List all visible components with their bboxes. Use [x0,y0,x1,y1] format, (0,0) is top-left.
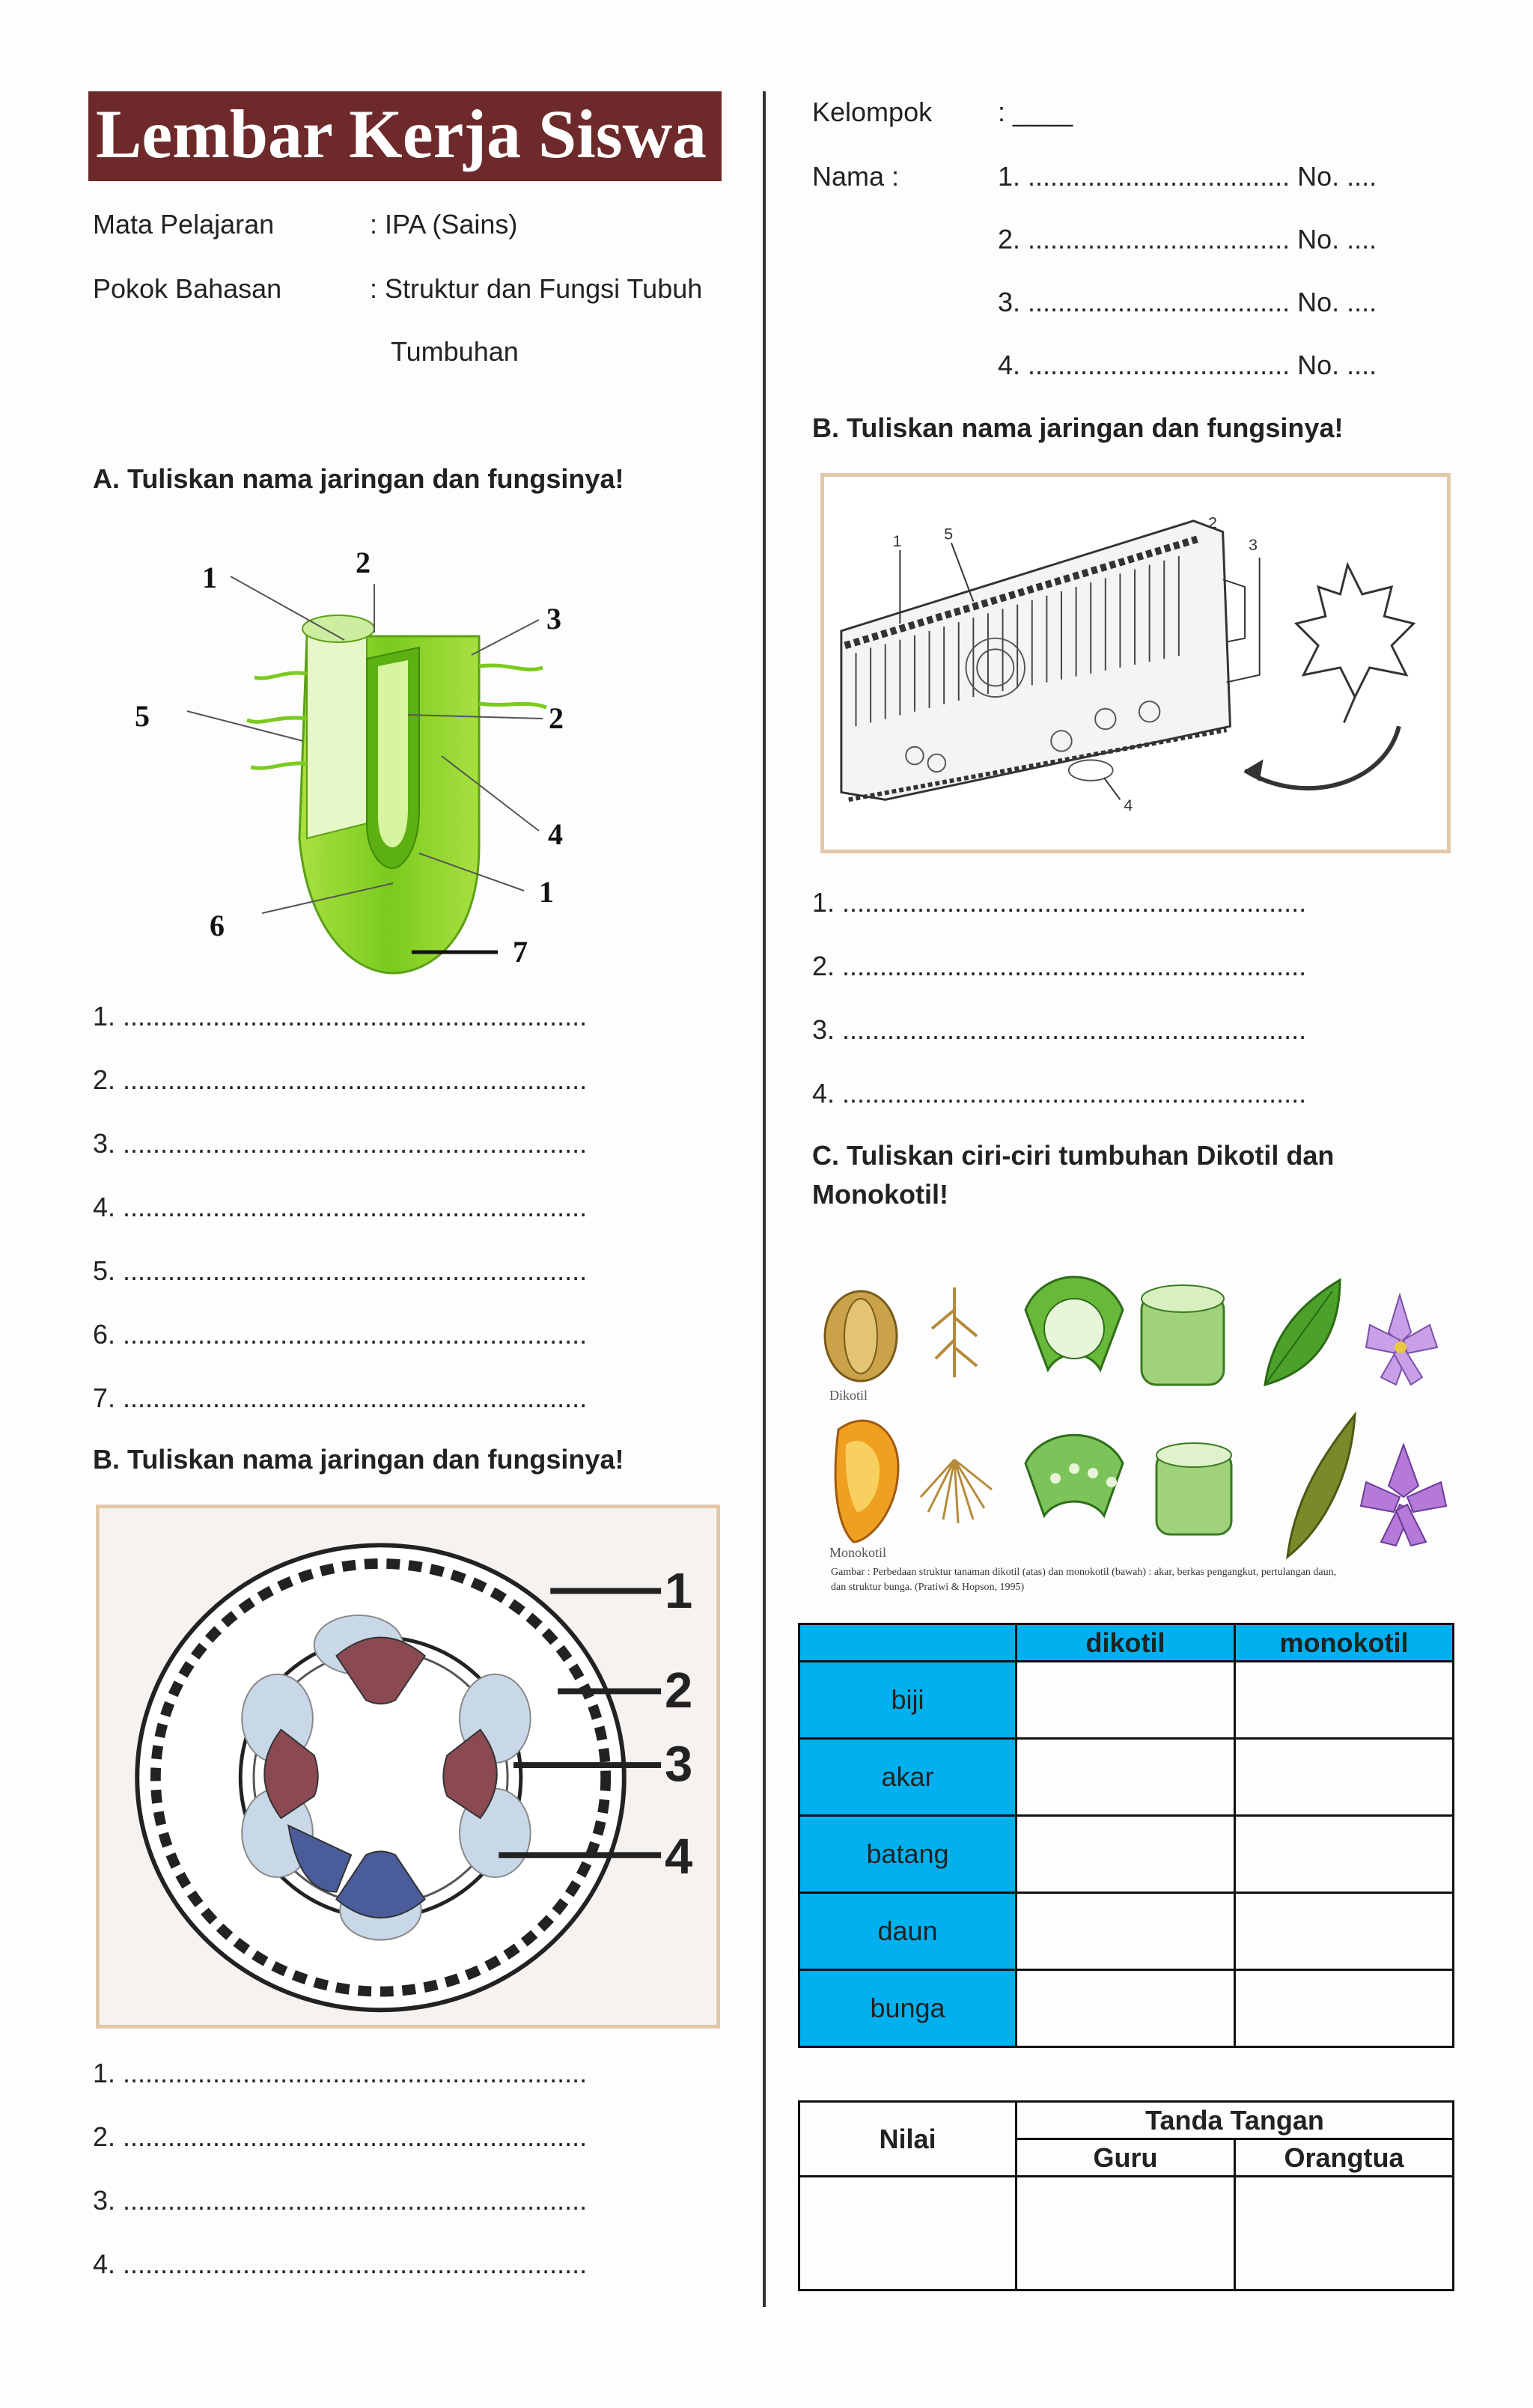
leaf-label-3: 3 [1248,535,1258,555]
cell-daun-dikotil[interactable] [1017,1893,1235,1970]
tanda-tangan-header: Tanda Tangan [1017,2102,1454,2139]
dicot-monocot-table [798,1623,1454,2048]
monokotil-caption: Monokotil [829,1545,887,1560]
section-b-left-answer-3[interactable]: 3. .............................................................. [93,2185,588,2216]
cell-akar-dikotil[interactable] [1017,1739,1235,1816]
section-b-right-answer-1[interactable]: 1. .............................................................. [812,887,1307,918]
member-line-4[interactable]: 4. ................................... No. .... [998,350,1377,380]
section-b-left-answer-2[interactable]: 2. .............................................................. [93,2121,588,2152]
section-a-answer-7[interactable]: 7. .............................................................. [93,1383,588,1413]
cell-bunga-dikotil[interactable] [1017,1970,1235,2047]
member-line-2[interactable]: 2. ................................... No. .... [998,224,1377,254]
table-row [799,1893,1454,1970]
cell-biji-monokotil[interactable] [1235,1662,1454,1739]
cell-akar-monokotil[interactable] [1235,1739,1454,1816]
table-header-dikotil: dikotil [1017,1624,1235,1662]
stem-label-3: 3 [665,1736,693,1793]
root-label-5: 5 [135,699,150,733]
nilai-cell[interactable] [799,2177,1017,2290]
grade-signature-table [798,2100,1454,2291]
leaf-label-2: 2 [1208,513,1218,532]
root-label-1a: 1 [202,561,217,594]
subject-value: : IPA (Sains) [370,209,518,240]
table-header-empty [799,1624,1017,1662]
root-label-3: 3 [546,602,561,635]
kelompok-value[interactable]: : ____ [998,97,1073,127]
root-tip-diagram [120,524,614,981]
cell-biji-dikotil[interactable] [1017,1662,1235,1739]
root-label-7: 7 [513,935,528,969]
cell-batang-dikotil[interactable] [1017,1816,1235,1893]
stem-cross-section-diagram [96,1505,720,2028]
section-b-left-answer-1[interactable]: 1. .............................................................. [93,2058,588,2088]
member-line-1[interactable]: 1. ................................... No. .... [998,161,1377,192]
member-line-3[interactable]: 3. ................................... No. .... [998,287,1377,317]
section-c-heading-line2: Monokotil! [812,1179,948,1210]
section-b-right-heading: B. Tuliskan nama jaringan dan fungsinya! [812,412,1344,443]
row-label-akar: akar [799,1739,1017,1816]
guru-signature-cell[interactable] [1017,2177,1235,2290]
nilai-header: Nilai [799,2102,1017,2177]
orangtua-header: Orangtua [1235,2139,1454,2177]
row-label-batang: batang [799,1816,1017,1893]
table-row [799,1662,1454,1739]
figure-caption-line2: dan struktur bunga. (Pratiwi & Hopson, 1995) [831,1582,1025,1593]
stem-label-4: 4 [665,1828,693,1885]
root-label-1b: 1 [539,875,554,909]
column-divider [763,91,766,2307]
leaf-cross-section-diagram [820,473,1451,853]
title-banner [88,91,722,181]
stem-cross-section-svg [100,1508,716,2025]
cell-bunga-monokotil[interactable] [1235,1970,1454,2047]
kelompok-label: Kelompok [812,97,933,127]
section-a-answer-2[interactable]: 2. .............................................................. [93,1064,588,1095]
table-row [799,1739,1454,1816]
section-a-answer-4[interactable]: 4. .............................................................. [93,1192,588,1222]
row-label-bunga: bunga [799,1970,1017,2047]
stem-label-2: 2 [665,1662,693,1719]
section-a-answer-6[interactable]: 6. .............................................................. [93,1319,588,1350]
section-b-right-answer-4[interactable]: 4. .............................................................. [812,1078,1307,1109]
section-a-answer-5[interactable]: 5. .............................................................. [93,1255,588,1286]
section-b-right-answer-2[interactable]: 2. .............................................................. [812,951,1307,981]
section-c-heading-line1: C. Tuliskan ciri-ciri tumbuhan Dikotil dan [812,1140,1335,1171]
section-b-right-answer-3[interactable]: 3. .............................................................. [812,1014,1307,1045]
guru-header: Guru [1017,2139,1235,2177]
root-tip-svg [120,524,614,981]
table-header-monokotil: monokotil [1235,1624,1454,1662]
grade-entry-row [799,2177,1454,2290]
cell-batang-monokotil[interactable] [1235,1816,1454,1893]
dicot-monocot-illustration [816,1272,1452,1602]
dikotil-caption: Dikotil [829,1388,868,1403]
figure-caption-line1: Gambar : Perbedaan struktur tanaman dikotil (atas) dan monokotil (bawah) : akar, berkas pengangkut, pertulangan daun, [831,1567,1337,1578]
stem-label-1: 1 [665,1563,693,1620]
leaf-label-5: 5 [944,524,954,543]
table-row [799,1970,1454,2047]
root-label-2a: 2 [356,546,371,579]
root-label-4: 4 [548,817,563,851]
table-header-row [799,1624,1454,1662]
dicot-monocot-svg [816,1272,1452,1602]
topic-value-line1: : Struktur dan Fungsi Tubuh [370,273,703,304]
nama-label: Nama : [812,161,900,192]
topic-value-line2: Tumbuhan [391,336,519,367]
table-row [799,1816,1454,1893]
section-b-left-heading: B. Tuliskan nama jaringan dan fungsinya! [93,1444,624,1475]
row-label-biji: biji [799,1662,1017,1739]
root-label-6: 6 [210,909,225,942]
subject-label: Mata Pelajaran [93,209,275,240]
topic-label: Pokok Bahasan [93,273,282,304]
leaf-cross-section-svg [824,477,1447,850]
orangtua-signature-cell[interactable] [1235,2177,1454,2290]
section-a-answer-3[interactable]: 3. .............................................................. [93,1128,588,1159]
page-title: Lembar Kerja Siswa [96,96,707,172]
section-b-left-answer-4[interactable]: 4. .............................................................. [93,2249,588,2279]
leaf-label-4: 4 [1124,796,1133,815]
row-label-daun: daun [799,1893,1017,1970]
section-a-heading: A. Tuliskan nama jaringan dan fungsinya! [93,463,624,494]
root-label-2b: 2 [549,701,564,735]
section-a-answer-1[interactable]: 1. .............................................................. [93,1001,588,1031]
leaf-label-1: 1 [892,531,902,551]
grade-header-row [799,2102,1454,2139]
cell-daun-monokotil[interactable] [1235,1893,1454,1970]
